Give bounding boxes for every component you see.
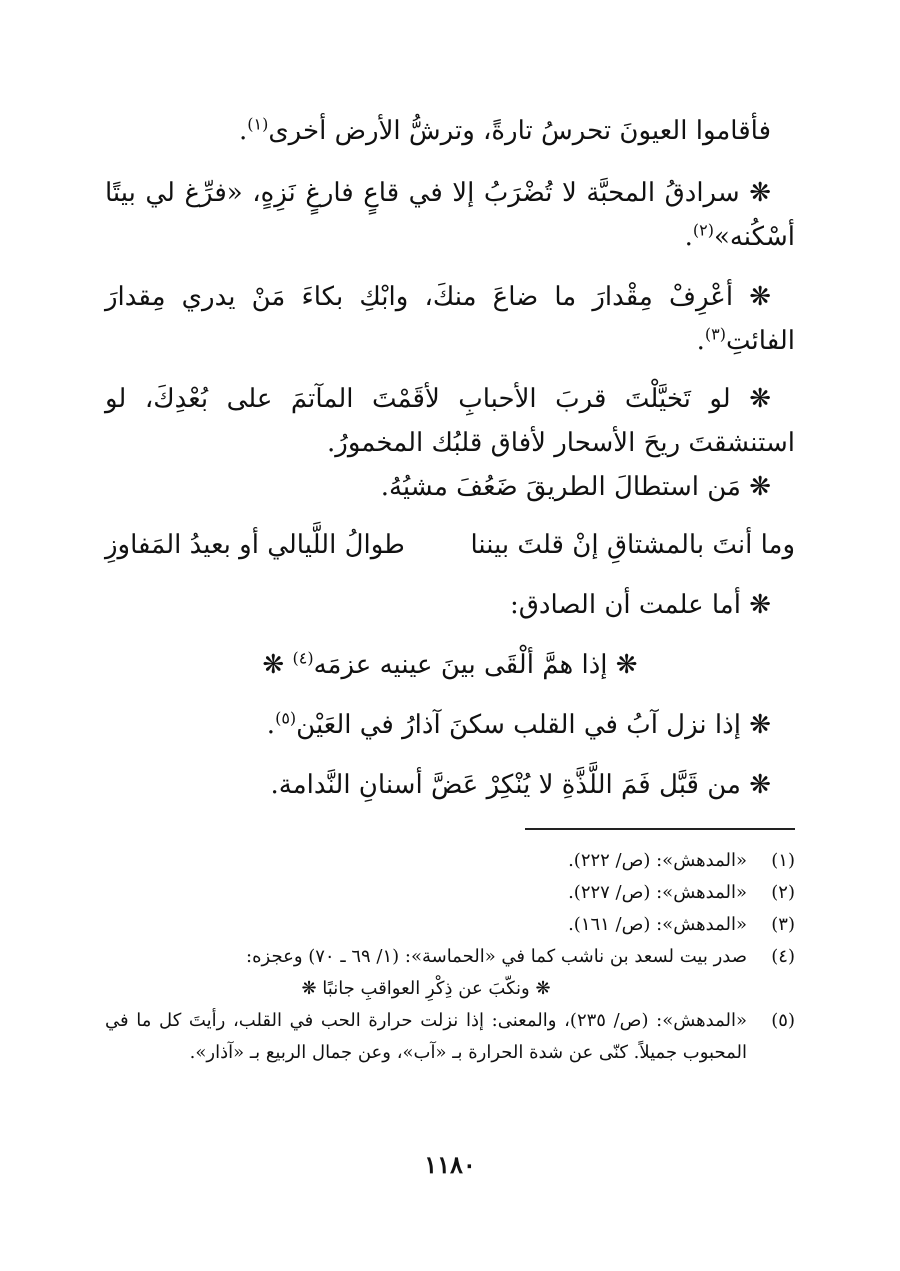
paragraph-7: ❋ إذا همَّ ألْقَى بينَ عينيه عزمَه$^{(٤)}$ ❋ — [262, 648, 638, 680]
paragraph-3: ❋ أعْرِفْ مِقْدارَ ما ضاعَ منكَ، وابْكِ بكاءَ مَنْ يدري مِقدارَ الفائتِ$^{(٣)}$. — [105, 282, 795, 356]
footnote-text: «المدهش»: (ص/ ٢٢٧). — [568, 882, 747, 903]
footnote-1 — [105, 845, 795, 877]
verse-first-hemistich: وما أنتَ بالمشتاقِ إنْ قلتَ بيننا — [470, 530, 795, 560]
footnote-4-verse: ❋ ونكّبَ عن ذِكْرِ العواقبِ جانبًا ❋ — [301, 978, 551, 999]
footnote-number: (٣) — [771, 914, 795, 935]
paragraph-9: ❋ من قَبَّل فَمَ اللَّذَّةِ لا يُنْكِرْ عَضَّ أسنانِ النَّدامة. — [270, 770, 771, 800]
footnote-number: (١) — [771, 850, 795, 871]
verse-second-hemistich: طوالُ اللَّيالي أو بعيدُ المَفاوزِ — [105, 530, 405, 560]
footnote-ref-2[interactable]: (٢) — [692, 220, 714, 240]
footnote-text: «المدهش»: (ص/ ٢٣٥)، والمعنى: إذا نزلت حرارة الحب في القلب، رأيتَ كل ما في المحبوب جميلاً. كنّى عن شدة الحرارة بـ «آب»، وعن جمال الربيع بـ «آذار». — [105, 1010, 747, 1063]
footnote-ref-1[interactable]: (١) — [247, 114, 269, 134]
paragraph-4: ❋ لو تَخيَّلْتَ قربَ الأحبابِ لأقَمْتَ المآتمَ على بُعْدِكَ، لو استنشقتَ ريحَ الأسحار لأفاق قلبُك المخمورُ. — [105, 384, 795, 458]
footnote-text: «المدهش»: (ص/ ١٦١). — [568, 914, 747, 935]
footnote-3 — [105, 909, 795, 941]
page-number: ١١٨٠ — [424, 1150, 476, 1179]
footnotes — [105, 845, 795, 1069]
footnote-text: «المدهش»: (ص/ ٢٢٢). — [568, 850, 747, 871]
footnote-number: (٥) — [771, 1010, 795, 1031]
footnote-number: (٢) — [771, 882, 795, 903]
footnote-ref-5[interactable]: (٥) — [275, 708, 297, 728]
footnote-2 — [105, 877, 795, 909]
paragraph-5: ❋ مَن استطالَ الطريقَ ضَعُفَ مشيُهُ. — [380, 472, 771, 502]
paragraph-1: فأقاموا العيونَ تحرسُ تارةً، وترشُّ الأرض أخرى$^{(١)}$. — [238, 114, 771, 146]
paragraph-8: ❋ إذا نزل آبُ في القلب سكنَ آذارُ في العَيْن$^{(٥)}$. — [266, 708, 771, 740]
footnote-number: (٤) — [771, 946, 795, 967]
paragraph-2: ❋ سرادقُ المحبَّة لا تُضْرَبُ إلا في قاعٍ فارغٍ نَزِهٍ، «فرِّغ لي بيتًا أسْكُنه»$^{(٢)}$. — [105, 178, 795, 252]
footnote-ref-4[interactable]: (٤) — [292, 648, 314, 668]
footnote-ref-3[interactable]: (٣) — [704, 324, 726, 344]
footnote-5 — [105, 1005, 795, 1069]
footnote-text: صدر بيت لسعد بن ناشب كما في «الحماسة»: (١/ ٦٩ ـ ٧٠) وعجزه: — [246, 946, 747, 967]
footnote-separator — [525, 828, 795, 830]
paragraph-6: ❋ أما علمت أن الصادق: — [509, 590, 771, 620]
page-body — [105, 95, 795, 1225]
footnote-4 — [105, 941, 795, 973]
